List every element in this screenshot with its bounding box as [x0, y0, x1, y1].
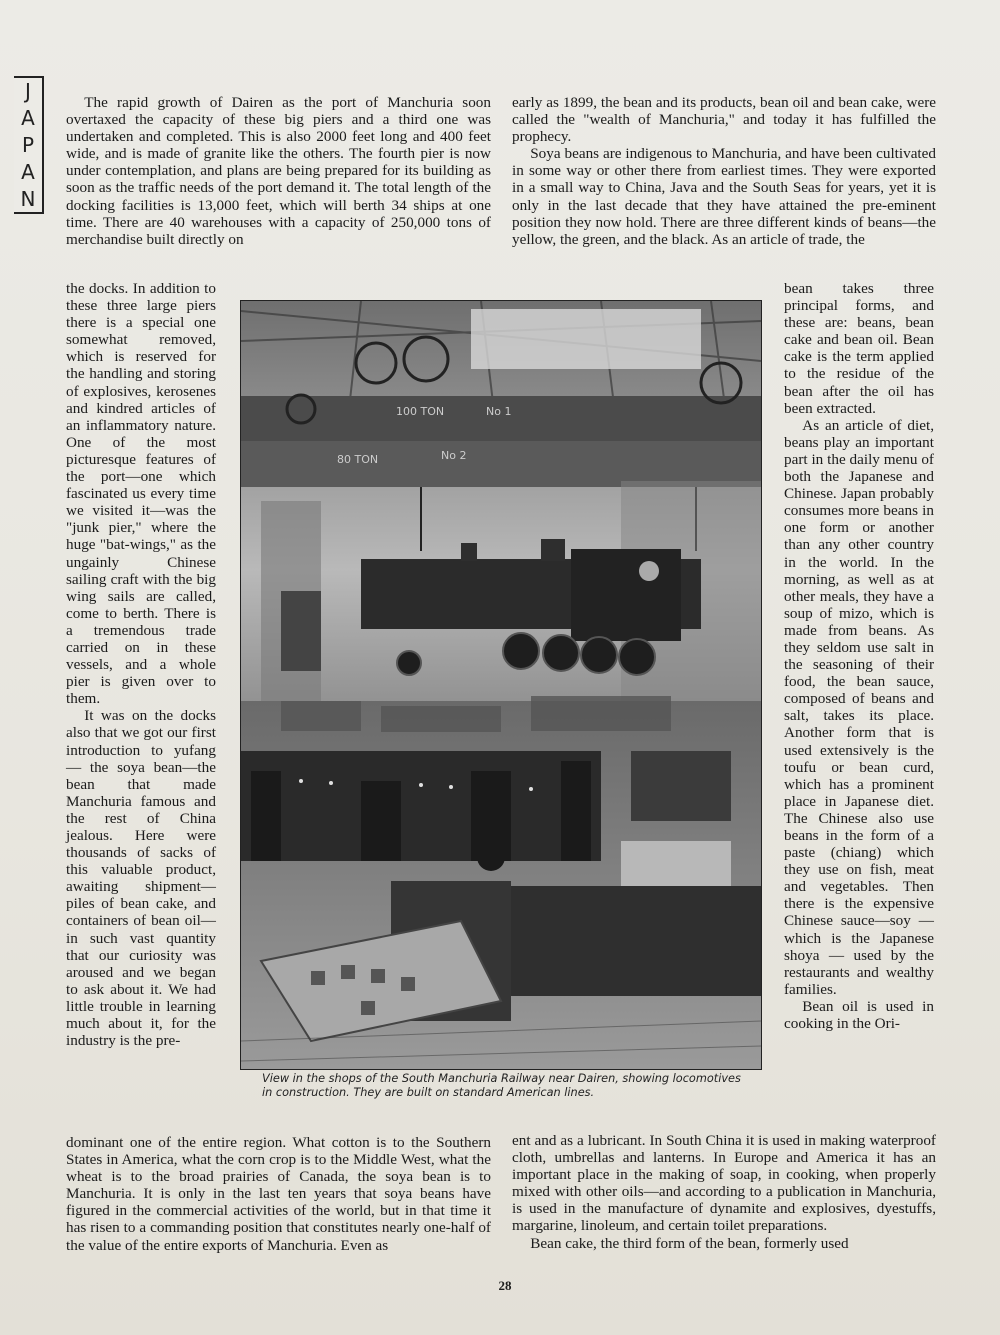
left-column-top: [66, 94, 491, 248]
right-column-bottom: [512, 1132, 936, 1252]
section-tab-japan: [14, 76, 44, 214]
paragraph: Bean oil is used in cooking in the Ori-: [784, 997, 934, 1033]
paragraph: early as 1899, the bean and its products, bean oil and bean cake, were called the "wealth of Manchuria," and today it has fulfilled the prophecy.: [512, 94, 936, 146]
paragraph: ent and as a lubricant. In South China it is used in making waterproof cloth, umbrellas and lanterns. In Europe and America it has an important place in the making of soap, in cooking, when properly mixed with other oils—and according to a publication in Manchuria, is used in the manufacture of dynamite and explosives, dyestuffs, margarine, linoleum, and certain toilet preparations.: [512, 1132, 936, 1235]
crane-label: 80 TON: [337, 453, 379, 466]
paragraph: The rapid growth of Dairen as the port of Manchuria soon overtaxed the capacity of these big piers and a third one was undertaken and completed. This is also 2000 feet long and 400 feet wide, and is made of granite like the others. The fourth pier is now under contemplation, and plans are being prepared for its building as soon as the traffic needs of the port demand it. The total length of the docking facilities is 13,000 feet, which will berth 34 ships at one time. There are 40 warehouses with a capacity of 250,000 tons of merchandise built directly on: [66, 94, 491, 248]
page-number: 28: [498, 1278, 512, 1293]
paragraph: bean takes three principal forms, and these are: beans, bean cake and bean oil. Bean cake is the term applied to the residue of the bean after the oil has been extracted.: [784, 280, 934, 417]
crane-label: No 1: [486, 405, 512, 418]
left-column-narrow: [66, 280, 216, 1049]
photo-caption: View in the shops of the South Manchuria Railway near Dairen, showing locomotives in construction. They are built on standard American lines.: [262, 1072, 741, 1099]
locomotive-shop-photo: [240, 300, 762, 1070]
paragraph: It was on the docks also that we got our first introduction to yufang — the soya bean—the bean that made Manchuria famous and the rest of China jealous. Here were thousands of sacks of this valuable product, awaiting shipment—piles of bean cake, and containers of bean oil—in such vast quantity that our curiosity was aroused and we began to ask about it. We had little trouble in learning much about it, for the industry is the pre-: [66, 707, 216, 1050]
crane-label: No 2: [441, 449, 467, 462]
left-column-bottom: [66, 1134, 491, 1254]
paragraph: dominant one of the entire region. What cotton is to the Southern States in America, what the corn crop is to the Middle West, what the wheat is to the broad prairies of Canada, the soya bean is to Manchuria. It is only in the last ten years that soya beans have figured in the commercial activities of the world, but in that time it has risen to a commanding position that constitutes nearly one-half of the value of the entire exports of Manchuria. Even as: [66, 1134, 491, 1254]
tab-letter: P: [21, 132, 35, 157]
paragraph: Soya beans are indigenous to Manchuria, and have been cultivated in some way or other there from earliest times. They were exported in a small way to China, Java and the South Seas for years, yet it is only in the last decade that they have attained the pre-eminent position they now hold. There are three different kinds of beans—the yellow, the green, and the black. As an article of trade, the: [512, 145, 936, 248]
right-column-narrow: [784, 280, 934, 1032]
crane-label: 100 TON: [396, 405, 445, 418]
tab-letter: A: [21, 159, 35, 184]
paragraph: the docks. In addition to these three large piers there is a special one somewhat removed, which is reserved for the handling and storing of explosives, kerosenes and kindred articles of an inflammatory nature. One of the most picturesque features of the port—one which fascinated us every time we visited it—was the "junk pier," where the huge "bat-wings," as the ungainly Chinese sailing craft with the big wing sails are called, come to berth. There is a tremendous trade carried on in these vessels, and a whole pier is given over to them.: [66, 280, 216, 708]
paragraph: Bean cake, the third form of the bean, formerly used: [530, 1234, 849, 1252]
paragraph: As an article of diet, beans play an important part in the daily menu of both the Japanese and Chinese. Japan probably consumes more beans in one form or another than any other country in the world. In the morning, as well as at other meals, they have a soup of mizo, which is made from beans. As they seldom use salt in the seasoning of their food, the bean sauce, composed of beans and salt, takes its place. Another form that is used extensively is the toufu or bean curd, which has a prominent place in Japanese diet. The Chinese also use beans in the form of a paste (chiang) which they use on fish, meat and vegetables. Then there is the expensive Chinese sauce—soy — which is the Japanese shoya — used by the restaurants and wealthy families.: [784, 416, 934, 998]
photo-illustration: [241, 301, 761, 1069]
tab-letter: J: [25, 79, 31, 104]
tab-letter: N: [20, 186, 36, 211]
tab-letter: A: [21, 106, 35, 131]
right-column-top: [512, 94, 936, 248]
